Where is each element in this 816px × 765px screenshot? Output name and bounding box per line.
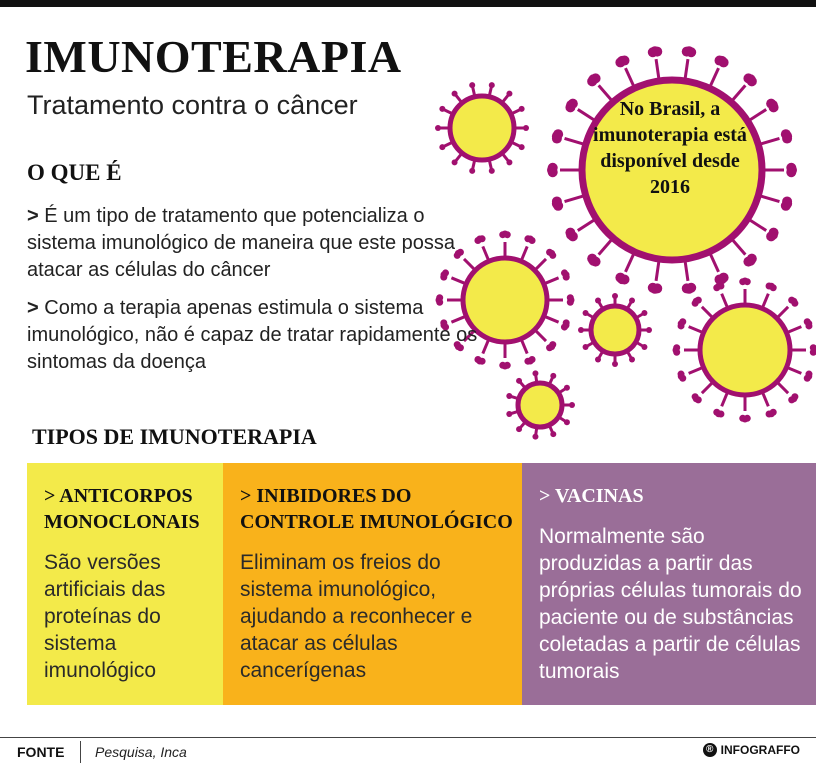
card-body: Normalmente são produzidas a partir das próprias células tumorais do paciente ou de substâncias coletadas a partir de células tumorais bbox=[539, 525, 802, 683]
card-body: São versões artificiais das proteínas do sistema imunológico bbox=[44, 551, 166, 682]
cell-bulb bbox=[788, 396, 795, 403]
cell-bulb bbox=[781, 201, 791, 211]
footer-divider bbox=[0, 737, 816, 738]
cell-bulb bbox=[786, 167, 796, 177]
cell-dot bbox=[583, 310, 589, 316]
cell-bulb bbox=[682, 283, 692, 293]
cell-body bbox=[591, 306, 639, 354]
page-title: IMUNOTERAPIA bbox=[25, 31, 402, 82]
cell-bulb bbox=[766, 410, 773, 417]
cell-bulb bbox=[561, 324, 568, 331]
cell-bulb bbox=[679, 318, 686, 325]
cell-dot bbox=[583, 344, 589, 350]
cell-dot bbox=[612, 361, 618, 367]
cell-bulb bbox=[615, 273, 625, 283]
cell-dot bbox=[439, 144, 445, 150]
brand-logo bbox=[703, 743, 800, 757]
cell-bulb bbox=[747, 76, 757, 86]
cell-dot bbox=[646, 327, 652, 333]
cell-bulb bbox=[692, 393, 699, 400]
cell-bulb bbox=[648, 283, 658, 293]
cell-dot bbox=[506, 91, 512, 97]
cell-bulb bbox=[769, 102, 779, 112]
types-heading: TIPOS DE IMUNOTERAPIA bbox=[32, 424, 317, 449]
cell-3 bbox=[578, 293, 652, 367]
cell-bulb bbox=[713, 409, 720, 416]
cell-dot bbox=[435, 125, 441, 131]
cell-dot bbox=[489, 82, 495, 88]
cell-bulb bbox=[619, 56, 629, 66]
cell-dot bbox=[578, 327, 584, 333]
card-vacinas bbox=[522, 463, 816, 705]
card-title: > ANTICORPOS MONOCLONAIS bbox=[44, 485, 200, 533]
cell-dot bbox=[469, 168, 475, 174]
cell-dot bbox=[629, 298, 635, 304]
cell-dot bbox=[595, 356, 601, 362]
cell-bulb bbox=[770, 284, 777, 291]
cell-bulb bbox=[552, 196, 562, 206]
cell-dot bbox=[516, 426, 522, 432]
what-item-2 bbox=[27, 295, 487, 376]
cell-4 bbox=[506, 370, 575, 439]
brand-name: INFOGRAFFO bbox=[720, 743, 800, 757]
what-item-text: Como a terapia apenas estimula o sistema imunológico, não é capaz de tratar rapidamente os sintomas da doença bbox=[27, 297, 478, 373]
cell-bulb bbox=[743, 257, 753, 267]
bullet-marker: > bbox=[27, 205, 39, 227]
cell-bulb bbox=[782, 134, 792, 144]
cell-dot bbox=[452, 91, 458, 97]
cell-dot bbox=[506, 393, 512, 399]
cell-bulb bbox=[568, 99, 578, 109]
cell-bulb bbox=[652, 47, 662, 57]
cell-bulb bbox=[587, 254, 597, 264]
cell-bulb bbox=[567, 299, 574, 306]
footer-label: FONTE bbox=[17, 744, 65, 760]
cell-body bbox=[518, 383, 562, 427]
footer-separator bbox=[80, 741, 81, 763]
cell-bulb bbox=[504, 231, 511, 238]
cell-bulb bbox=[739, 415, 746, 422]
cell-bulb bbox=[548, 163, 558, 173]
cell-bulb bbox=[715, 274, 725, 284]
cell-dot bbox=[452, 159, 458, 165]
cell-bulb bbox=[719, 57, 729, 67]
cell-dot bbox=[506, 159, 512, 165]
cell-bulb bbox=[686, 47, 696, 57]
cell-bulb bbox=[549, 252, 556, 259]
cell-bulb bbox=[744, 278, 751, 285]
card-body: Eliminam os freios do sistema imunológico, ajudando a reconhecer e atacar as células cancerígenas bbox=[240, 551, 473, 682]
cell-dot bbox=[564, 419, 570, 425]
cell-bulb bbox=[529, 237, 536, 244]
card-title: > INIBIDORES DO CONTROLE IMUNOLÓGICO bbox=[240, 485, 513, 533]
card-title: > VACINAS bbox=[539, 485, 644, 507]
cell-bulb bbox=[695, 297, 702, 304]
callout-text: No Brasil, a imunoterapia está disponível desde 2016 bbox=[593, 98, 747, 198]
cell-bulb bbox=[553, 129, 563, 139]
card-inibidores bbox=[223, 463, 522, 705]
cell-bulb bbox=[805, 322, 812, 329]
cell-bulb bbox=[565, 228, 575, 238]
registered-icon: ® bbox=[703, 743, 717, 757]
cell-1 bbox=[435, 82, 529, 174]
cell-body bbox=[700, 305, 790, 395]
cell-dot bbox=[532, 370, 538, 376]
cell-dot bbox=[569, 402, 575, 408]
cell-bulb bbox=[563, 274, 570, 281]
cell-dot bbox=[523, 125, 529, 131]
what-heading: O QUE É bbox=[27, 160, 122, 185]
card-anticorpos bbox=[27, 463, 223, 705]
cell-dot bbox=[489, 168, 495, 174]
what-item-text: É um tipo de tratamento que potencializa o sistema imunológico de maneira que este possa atacar as células do câncer bbox=[27, 205, 456, 281]
cell-dot bbox=[519, 144, 525, 150]
cell-bulb bbox=[791, 300, 798, 307]
cell-dot bbox=[641, 344, 647, 350]
cell-dot bbox=[612, 293, 618, 299]
cell-dot bbox=[629, 356, 635, 362]
cell-dot bbox=[564, 385, 570, 391]
cell-dot bbox=[595, 298, 601, 304]
page-subtitle: Tratamento contra o câncer bbox=[27, 90, 358, 120]
cell-bulb bbox=[499, 362, 506, 369]
cell-dot bbox=[469, 82, 475, 88]
cell-bulb bbox=[524, 358, 531, 365]
cell-bulb bbox=[678, 371, 685, 378]
cell-dot bbox=[506, 411, 512, 417]
cell-bulb bbox=[591, 73, 601, 83]
cell-dot bbox=[550, 431, 556, 437]
cell-dot bbox=[532, 434, 538, 440]
cell-bulb bbox=[766, 231, 776, 241]
cell-dot bbox=[550, 373, 556, 379]
cell-dot bbox=[439, 106, 445, 112]
cell-5 bbox=[673, 278, 816, 423]
cell-dot bbox=[519, 106, 525, 112]
cell-dot bbox=[516, 378, 522, 384]
cell-body bbox=[450, 96, 514, 160]
cell-dot bbox=[641, 310, 647, 316]
cell-bulb bbox=[804, 375, 811, 382]
cell-bulb bbox=[546, 344, 553, 351]
footer-source: Pesquisa, Inca bbox=[95, 744, 187, 760]
cell-bulb bbox=[673, 344, 680, 351]
bullet-marker: > bbox=[27, 297, 39, 319]
what-item-1 bbox=[27, 203, 487, 284]
